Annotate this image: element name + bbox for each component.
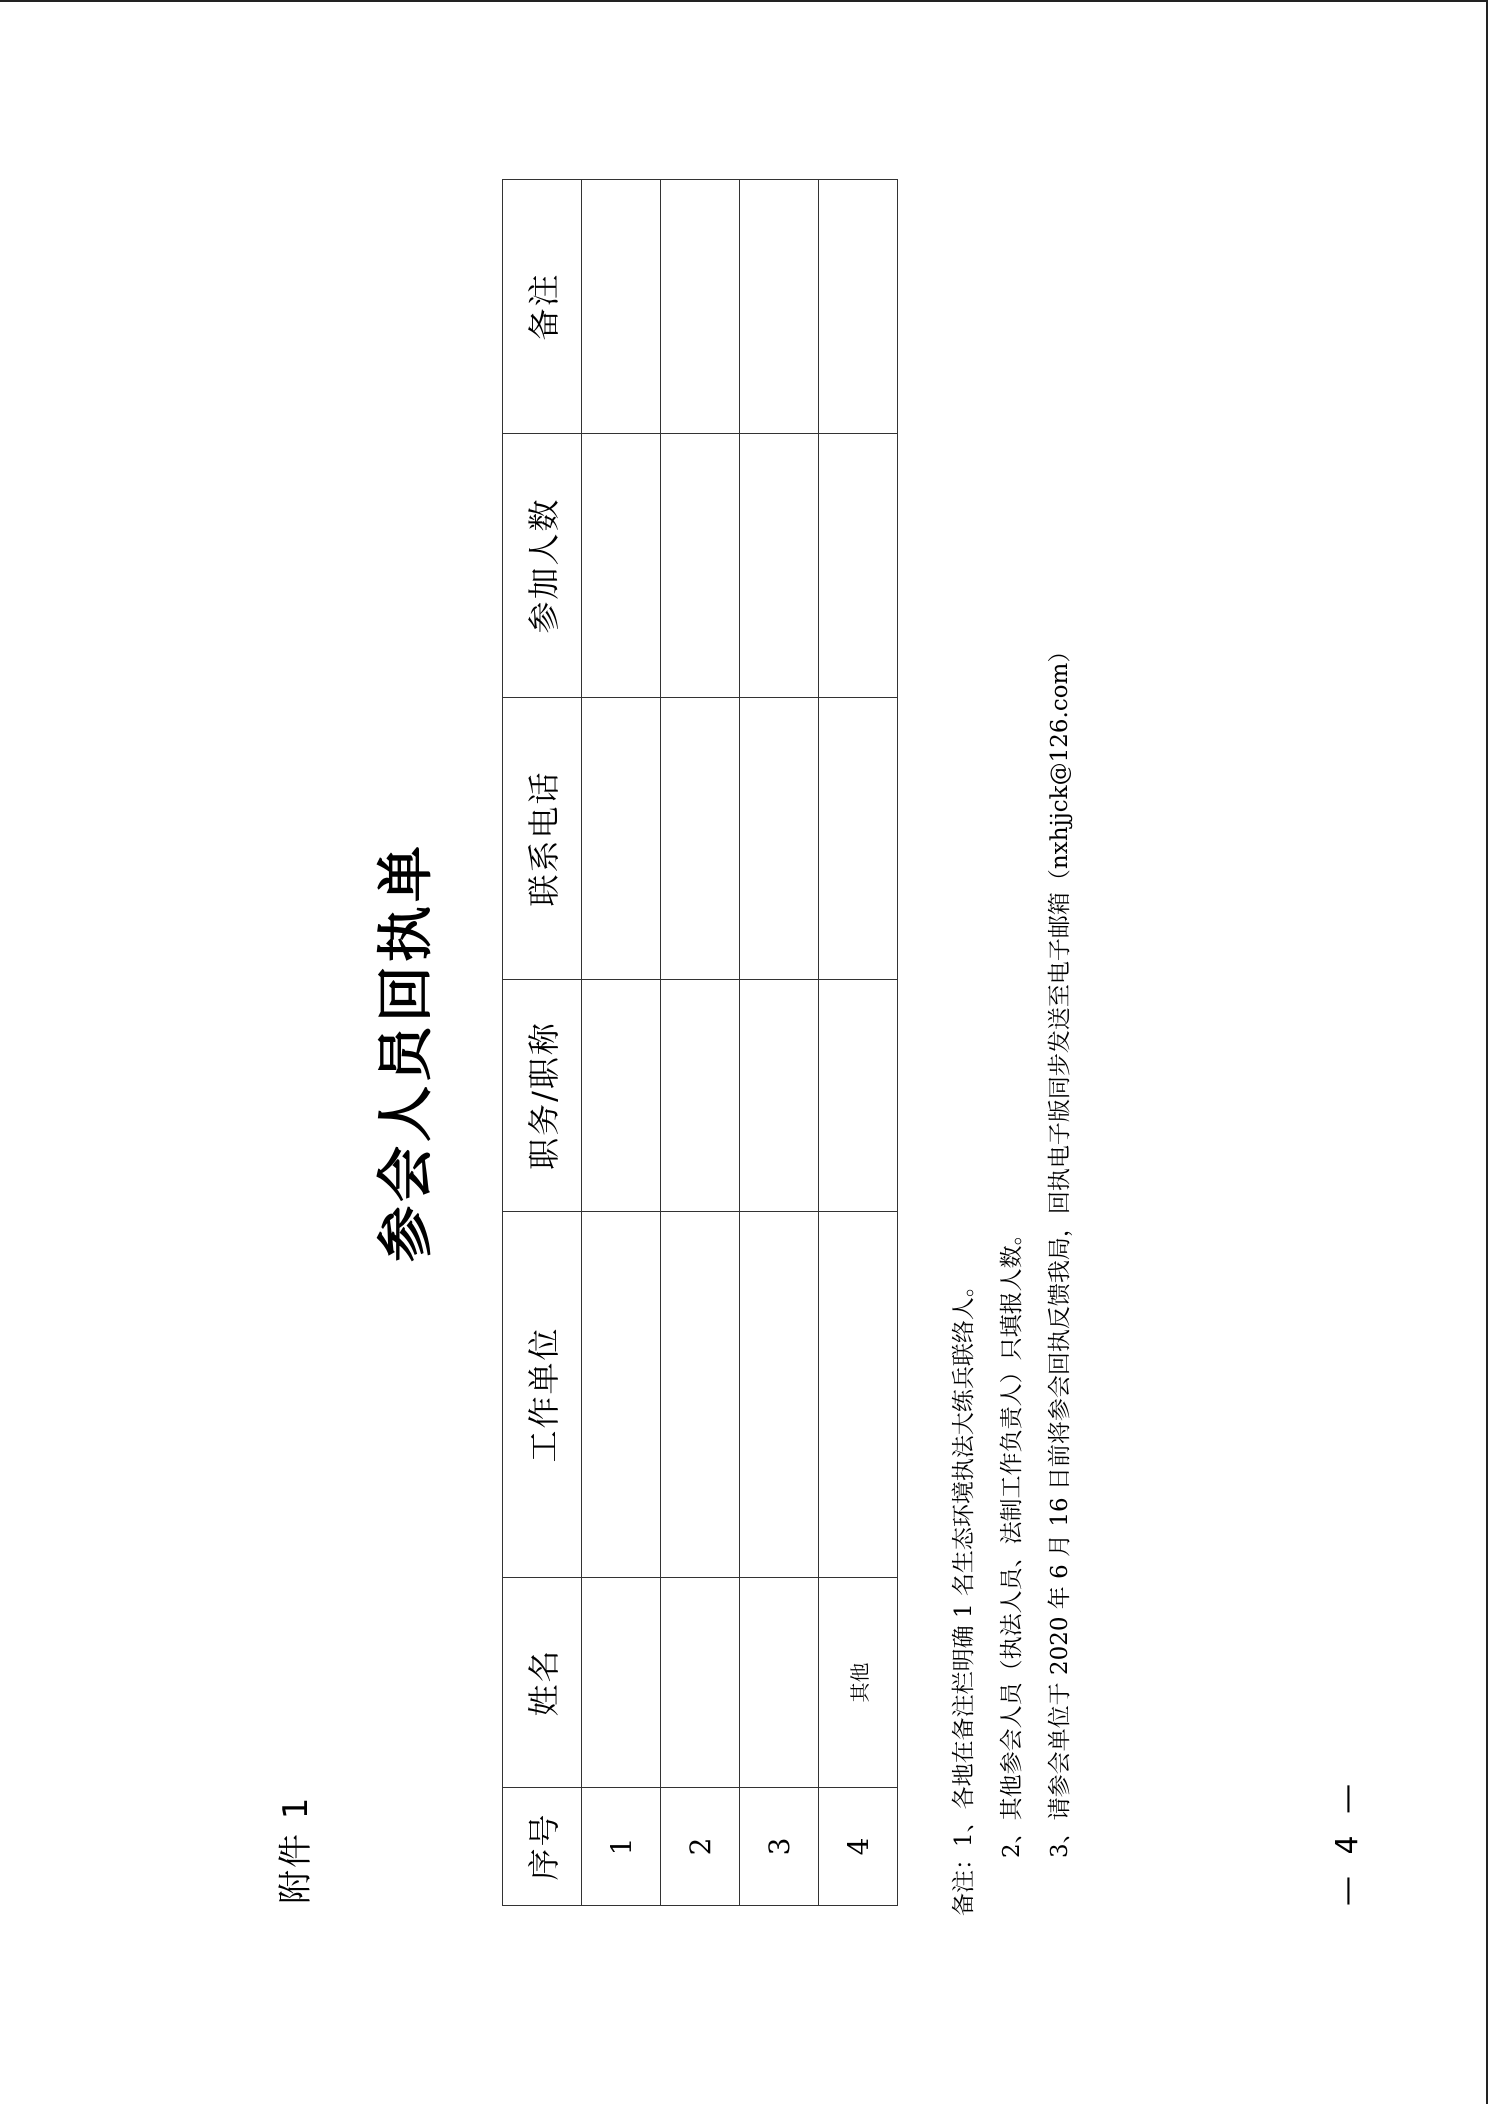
cell-remarks	[661, 180, 740, 434]
cell-name	[740, 1578, 819, 1788]
cell-phone	[661, 698, 740, 980]
header-count: 参加人数	[503, 434, 582, 698]
table-row	[740, 180, 819, 1906]
cell-position	[582, 980, 661, 1212]
cell-count	[661, 434, 740, 698]
cell-position	[661, 980, 740, 1212]
cell-unit	[819, 1212, 898, 1578]
cell-remarks	[819, 180, 898, 434]
page-number: — 4 —	[1330, 1777, 1365, 1906]
cell-phone	[582, 698, 661, 980]
table-row	[582, 180, 661, 1906]
cell-unit	[740, 1212, 819, 1578]
document-title: 参会人员回执单	[373, 842, 439, 1262]
cell-name	[661, 1578, 740, 1788]
header-name: 姓名	[503, 1578, 582, 1788]
cell-unit	[661, 1212, 740, 1578]
cell-seq: 1	[582, 1788, 661, 1906]
cell-name	[582, 1578, 661, 1788]
cell-seq: 2	[661, 1788, 740, 1906]
note-line-2: 2、其他参会人员（执法人员、法制工作负责人）只填报人数。	[999, 1222, 1025, 1858]
cell-position	[819, 980, 898, 1212]
header-seq: 序号	[503, 1788, 582, 1906]
cell-position	[740, 980, 819, 1212]
table-header-row	[503, 180, 582, 1906]
header-position: 职务/职称	[503, 980, 582, 1212]
header-unit: 工作单位	[503, 1212, 582, 1578]
cell-remarks	[582, 180, 661, 434]
header-phone: 联系电话	[503, 698, 582, 980]
header-remarks: 备注	[503, 180, 582, 434]
cell-seq: 4	[819, 1788, 898, 1906]
cell-phone	[819, 698, 898, 980]
attendee-receipt-table	[502, 179, 898, 1906]
cell-count	[582, 434, 661, 698]
cell-unit	[582, 1212, 661, 1578]
cell-remarks	[740, 180, 819, 434]
cell-name: 其他	[819, 1578, 898, 1788]
cell-phone	[740, 698, 819, 980]
cell-seq: 3	[740, 1788, 819, 1906]
cell-count	[740, 434, 819, 698]
cell-count	[819, 434, 898, 698]
note-line-1: 备注：1、各地在备注栏明确 1 名生态环境执法大练兵联络人。	[951, 1274, 977, 1916]
attachment-label: 附件 1	[276, 1795, 316, 1904]
note-line-3: 3、请参会单位于 2020 年 6 月 16 日前将参会回执反馈我局，回执电子版同步发送至电子邮箱（nxhjjck@126.com）	[1047, 639, 1073, 1858]
table-row	[661, 180, 740, 1906]
table-row	[819, 180, 898, 1906]
notes-block	[940, 640, 1084, 1916]
